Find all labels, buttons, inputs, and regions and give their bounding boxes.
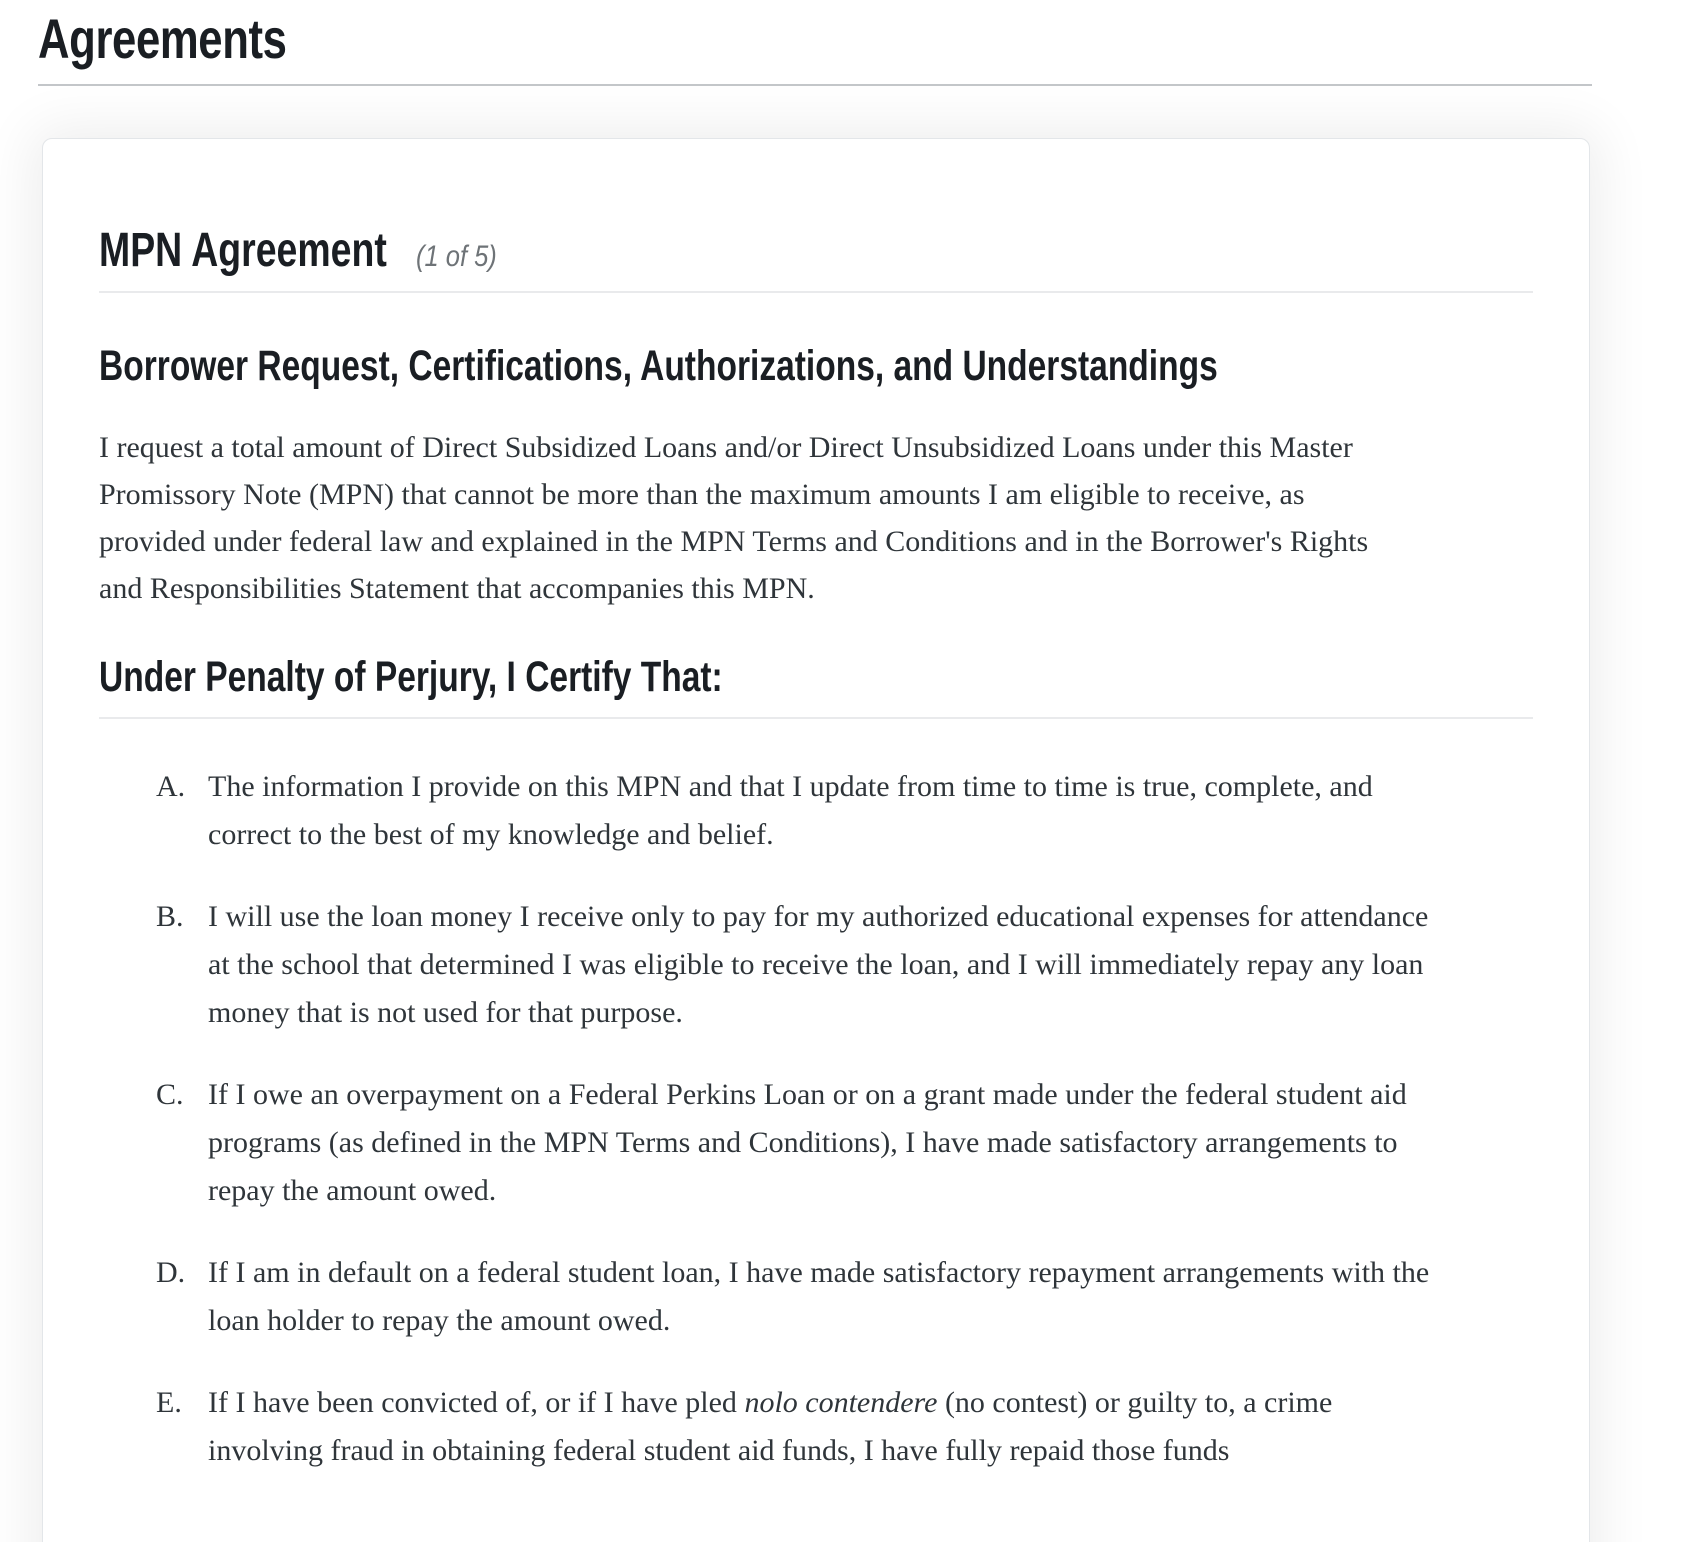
certification-item-letter: A. (156, 769, 186, 803)
certification-item-d (156, 1249, 1533, 1345)
certification-item-text: The information I provide on this MPN and that I update from time to time is true, complete, and correct to the best of my knowledge and belief. (208, 769, 1373, 851)
agreement-card (42, 138, 1590, 1542)
card-title: MPN Agreement (99, 223, 387, 277)
certifications-heading-divider (99, 717, 1533, 719)
certification-item-letter: E. (156, 1385, 182, 1419)
pagination-indicator: (1 of 5) (415, 239, 497, 273)
certification-item-a (156, 763, 1533, 859)
card-title-row (99, 223, 1533, 277)
card-title-divider (99, 291, 1533, 293)
section-heading-borrower-request: Borrower Request, Certifications, Authorizations, and Understandings (99, 341, 1218, 390)
certification-item-text-before: If I have been convicted of, or if I have pled (208, 1385, 745, 1419)
certification-item-c (156, 1071, 1533, 1215)
section-heading-certifications: Under Penalty of Perjury, I Certify That: (99, 652, 723, 701)
page-title: Agreements (38, 7, 287, 70)
certification-item-letter: C. (156, 1077, 184, 1111)
latin-term-nolo-contendere: nolo contendere (744, 1385, 938, 1419)
certification-item-text: If I am in default on a federal student loan, I have made satisfactory repayment arrangements with the loan holder to repay the amount owed. (208, 1255, 1430, 1337)
certification-item-b (156, 893, 1533, 1037)
certification-item-letter: B. (156, 899, 184, 933)
page-title-divider (38, 84, 1592, 86)
certification-item-letter: D. (156, 1255, 186, 1289)
certification-item-text: I will use the loan money I receive only to pay for my authorized educational expenses for attendance at the school that determined I was eligible to receive the loan, and I will immediately repay any loan money that is not used for that purpose. (208, 899, 1429, 1029)
borrower-request-paragraph: I request a total amount of Direct Subsidized Loans and/or Direct Unsubsidized Loans under this Master Promissory Note (MPN) that cannot be more than the maximum amounts I am eligible to receive, as provided under federal law and explained in the MPN Terms and Conditions and in the Borrower's Rights and Responsibilities Statement that accompanies this MPN. (99, 430, 1369, 605)
certification-item-text (208, 1379, 1440, 1475)
certification-list (99, 763, 1533, 1475)
certification-item-text: If I owe an overpayment on a Federal Perkins Loan or on a grant made under the federal student aid programs (as defined in the MPN Terms and Conditions), I have made satisfactory arrangements to repay the amount owed. (208, 1077, 1407, 1207)
certification-item-e (156, 1379, 1533, 1475)
certification-item-text-after: (no contest) or guilty to, a crime involving fraud in obtaining federal student aid funds, I have fully repaid those funds (208, 1385, 1333, 1467)
